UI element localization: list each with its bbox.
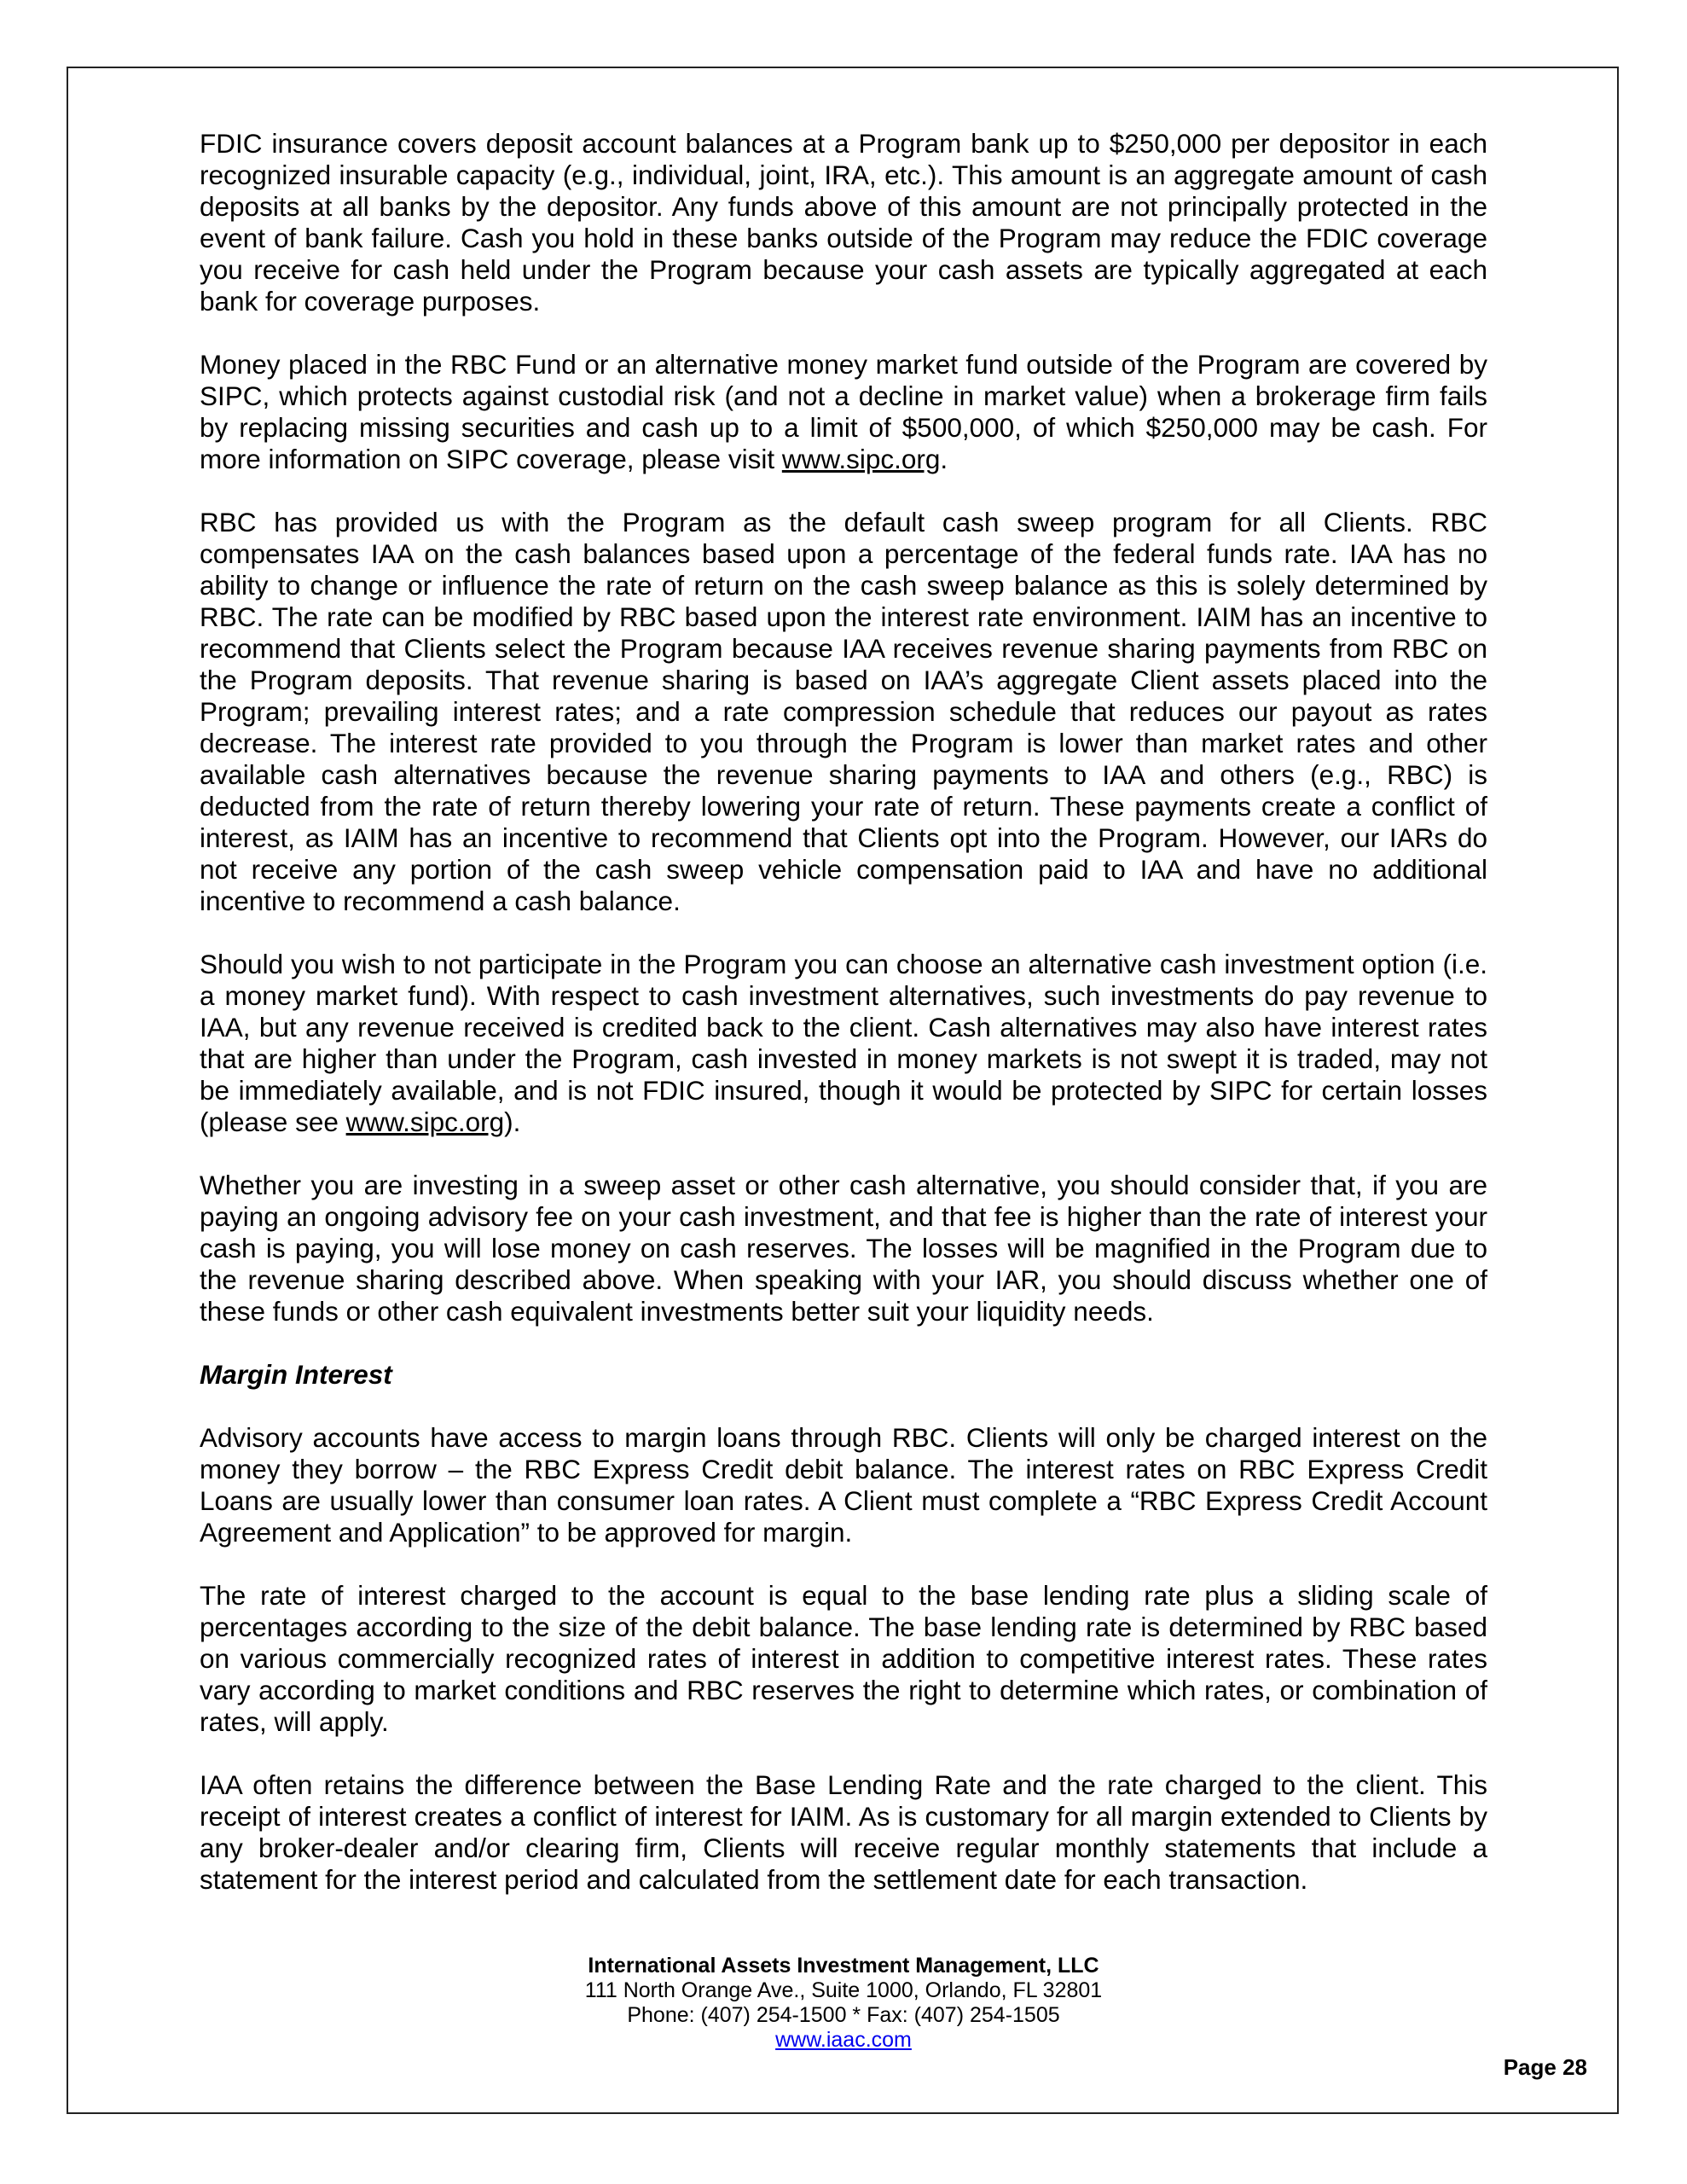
sipc-link[interactable]: www.sipc.org: [345, 1107, 505, 1137]
paragraph-text: ).: [504, 1107, 521, 1137]
paragraph-text: Money placed in the RBC Fund or an alternative money market fund outside of the Program are covered by SIPC, which protects against custodial risk (and not a decline in market value) when a brokerage firm fails by replacing missing securities and cash up to a limit of $500,000, of which $250,000 may be cash. For more information on SIPC coverage, please visit: [200, 349, 1487, 474]
footer-address: 111 North Orange Ave., Suite 1000, Orlando, FL 32801: [584, 1978, 1103, 2002]
sipc-link[interactable]: www.sipc.org: [781, 444, 941, 474]
footer-website-link[interactable]: www.iaac.com: [775, 2028, 912, 2052]
footer-phone-fax: Phone: (407) 254-1500 * Fax: (407) 254-1505: [627, 2003, 1060, 2027]
footer-company-name: International Assets Investment Management, LLC: [588, 1954, 1099, 1978]
section-heading-margin-interest: Margin Interest: [200, 1359, 392, 1390]
page-footer: [0, 1954, 1687, 2053]
document-body: [200, 128, 1487, 1896]
paragraph-text: .: [940, 444, 948, 474]
paragraph-alternative-cash: [200, 949, 1487, 1138]
paragraph-base-lending-rate: IAA often retains the difference between the Base Lending Rate and the rate charged to the client. This receipt of interest creates a conflict of interest for IAIM. As is customary for all margin extended to Clients by any broker-dealer and/or clearing firm, Clients will receive regular monthly statements that include a statement for the interest period and calculated from the settlement date for each transaction.: [200, 1769, 1487, 1895]
paragraph-margin-loans: Advisory accounts have access to margin loans through RBC. Clients will only be charged interest on the money they borrow – the RBC Express Credit debit balance. The interest rates on RBC Express Credit Loans are usually lower than consumer loan rates. A Client must complete a “RBC Express Credit Account Agreement and Application” to be approved for margin.: [200, 1422, 1487, 1548]
paragraph-interest-rate: The rate of interest charged to the account is equal to the base lending rate plus a sliding scale of percentages according to the size of the debit balance. The base lending rate is determined by RBC based on various commercially recognized rates of interest in addition to competitive interest rates. These rates vary according to market conditions and RBC reserves the right to determine which rates, or combination of rates, will apply.: [200, 1580, 1487, 1737]
paragraph-advisory-fee: Whether you are investing in a sweep asset or other cash alternative, you should consider that, if you are paying an ongoing advisory fee on your cash investment, and that fee is higher than the rate of interest your cash is paying, you will lose money on cash reserves. The losses will be magnified in the Program due to the revenue sharing described above. When speaking with your IAR, you should discuss whether one of these funds or other cash equivalent investments better suit your liquidity needs.: [200, 1170, 1487, 1327]
paragraph-fdic-insurance: FDIC insurance covers deposit account balances at a Program bank up to $250,000 per depositor in each recognized insurable capacity (e.g., individual, joint, IRA, etc.). This amount is an aggregate amount of cash deposits at all banks by the depositor. Any funds above of this amount are not principally protected in the event of bank failure. Cash you hold in these banks outside of the Program may reduce the FDIC coverage you receive for cash held under the Program because your cash assets are typically aggregated at each bank for coverage purposes.: [200, 128, 1487, 317]
paragraph-rbc-program: RBC has provided us with the Program as the default cash sweep program for all Clients. RBC compensates IAA on the cash balances based upon a percentage of the federal funds rate. IAA has no ability to change or influence the rate of return on the cash sweep balance as this is solely determined by RBC. The rate can be modified by RBC based upon the interest rate environment. IAIM has an incentive to recommend that Clients select the Program because IAA receives revenue sharing payments from RBC on the Program deposits. That revenue sharing is based on IAA’s aggregate Client assets placed into the Program; prevailing interest rates; and a rate compression schedule that reduces our payout as rates decrease. The interest rate provided to you through the Program is lower than market rates and other available cash alternatives because the revenue sharing payments to IAA and others (e.g., RBC) is deducted from the rate of return thereby lowering your rate of return. These payments create a conflict of interest, as IAIM has an incentive to recommend that Clients opt into the Program. However, our IARs do not receive any portion of the cash sweep vehicle compensation paid to IAA and have no additional incentive to recommend a cash balance.: [200, 507, 1487, 916]
page-number: Page 28: [1503, 2054, 1587, 2080]
paragraph-sipc-coverage: [200, 349, 1487, 475]
paragraph-text: Should you wish to not participate in the Program you can choose an alternative cash investment option (i.e. a money market fund). With respect to cash investment alternatives, such investments do pay revenue to IAA, but any revenue received is credited back to the client. Cash alternatives may also have interest rates that are higher than under the Program, cash invested in money markets is not swept it is traded, may not be immediately available, and is not FDIC insured, though it would be protected by SIPC for certain losses (please see: [200, 949, 1487, 1137]
